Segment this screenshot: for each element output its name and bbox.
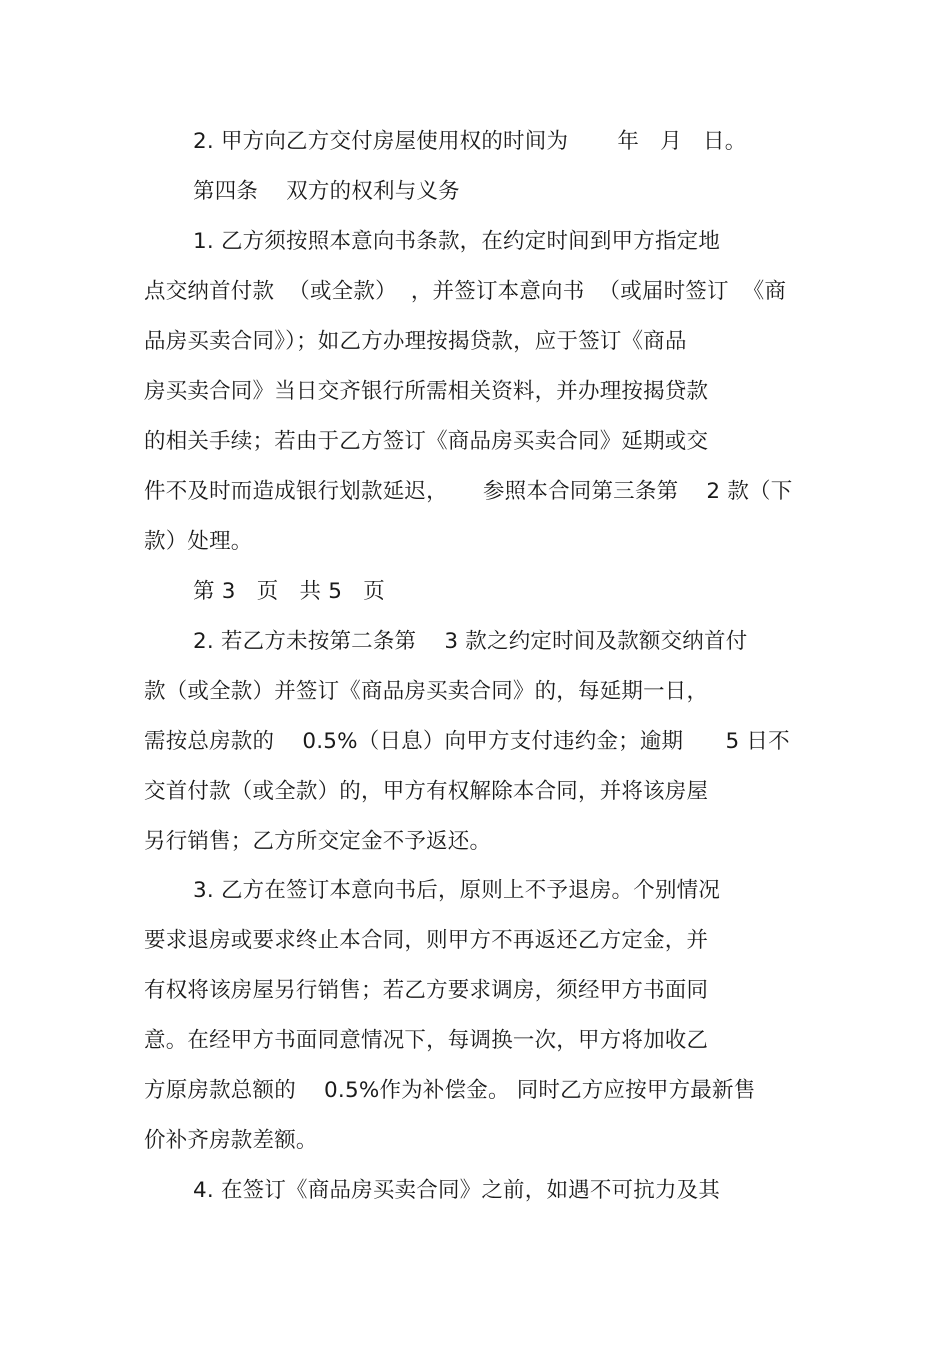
paragraph-line: 有权将该房屋另行销售；若乙方要求调房，须经甲方书面同 [144,978,709,1003]
paragraph-line: 的相关手续；若由于乙方签订《商品房买卖合同》延期或交 [144,429,709,454]
paragraph-line: 点交纳首付款 （或全款） ，并签订本意向书 （或届时签订 《商 [144,279,787,304]
paragraph-line: 要求退房或要求终止本合同，则甲方不再返还乙方定金，并 [144,928,709,953]
paragraph-line: 需按总房款的 0.5%（日息）向甲方支付违约金；逾期 5 日不 [144,729,790,754]
paragraph-line: 房买卖合同》当日交齐银行所需相关资料，并办理按揭贷款 [144,379,709,404]
paragraph-line: 款（或全款）并签订《商品房买卖合同》的，每延期一日， [144,679,709,704]
page-number: 第 3 页 共 5 页 [193,579,385,604]
paragraph-line: 2. 甲方向乙方交付房屋使用权的时间为 年 月 日。 [193,129,747,154]
paragraph-line: 款）处理。 [144,529,253,554]
paragraph-line: 价补齐房款差额。 [144,1128,318,1153]
paragraph-line: 件不及时而造成银行划款延迟， 参照本合同第三条第 2 款（下 [144,479,793,504]
paragraph-line: 方原房款总额的 0.5%作为补偿金。 同时乙方应按甲方最新售 [144,1078,756,1103]
paragraph-line: 另行销售；乙方所交定金不予返还。 [144,829,492,854]
paragraph-line: 2. 若乙方未按第二条第 3 款之约定时间及款额交纳首付 [193,629,748,654]
paragraph-line: 4. 在签订《商品房买卖合同》之前，如遇不可抗力及其 [193,1178,721,1203]
paragraph-line: 交首付款（或全款）的，甲方有权解除本合同，并将该房屋 [144,779,709,804]
paragraph-line: 3. 乙方在签订本意向书后，原则上不予退房。个别情况 [193,878,721,903]
paragraph-line: 意。在经甲方书面同意情况下，每调换一次，甲方将加收乙 [144,1028,709,1053]
paragraph-line: 1. 乙方须按照本意向书条款，在约定时间到甲方指定地 [193,229,721,254]
section-heading: 第四条 双方的权利与义务 [193,179,460,204]
paragraph-line: 品房买卖合同》）；如乙方办理按揭贷款，应于签订《商品 [144,329,687,354]
